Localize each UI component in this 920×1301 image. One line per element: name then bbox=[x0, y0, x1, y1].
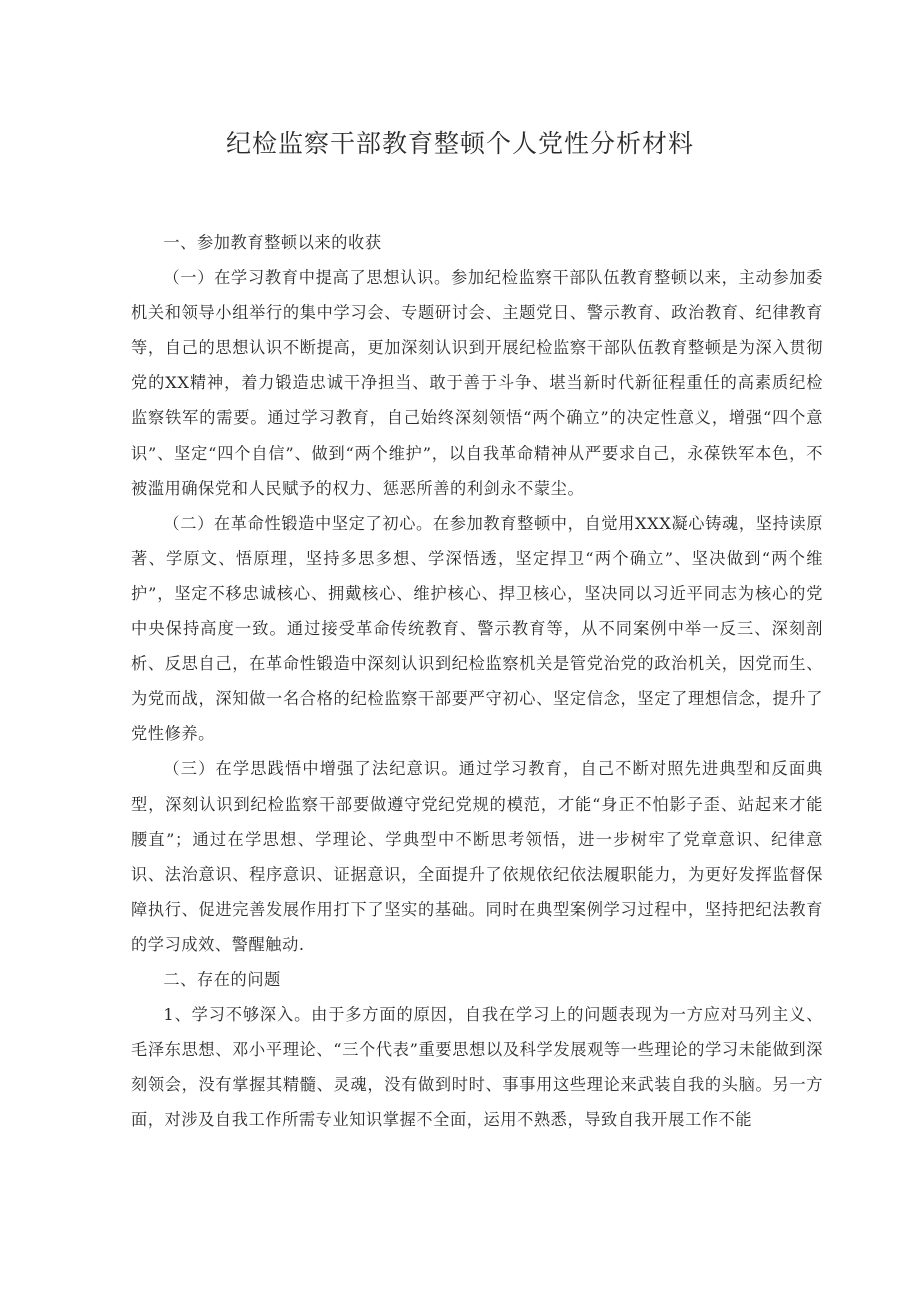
section-heading-problems: 二、存在的问题 bbox=[163, 969, 281, 989]
paragraph-gains-2: （二）在革命性锻造中坚定了初心。在参加教育整顿中，自觉用XXX凝心铸魂，坚持读原著、学原文、悟原理，坚持多思多想、学深悟透，坚定捍卫“两个确立”、坚决做到“两个维护”，坚定不移忠诚核心、拥戴核心、维护核心、捍卫核心，坚决同以习近平同志为核心的党中央保持高度一致。通过接受革命传统教育、警示教育等，从不同案例中举一反三、深刻剖析、反思自己，在革命性锻造中深刻认识到纪检监察机关是管党治党的政治机关，因党而生、为党而战，深知做一名合格的纪检监察干部要严守初心、坚定信念，坚定了理想信念，提升了党性修养。 bbox=[131, 513, 823, 744]
paragraph-gains-1: （一）在学习教育中提高了思想认识。参加纪检监察干部队伍教育整顿以来，主动参加委机关和领导小组举行的集中学习会、专题研讨会、主题党日、警示教育、政治教育、纪律教育等，自己的思想认识不断提高，更加深刻认识到开展纪检监察干部队伍教育整顿是为深入贯彻党的XX精神，着力锻造忠诚干净担当、敢于善于斗争、堪当新时代新征程重任的高素质纪检监察铁军的需要。通过学习教育，自己始终深刻领悟“两个确立”的决定性意义，增强“四个意识”、坚定“四个自信”、做到“两个维护”，以自我革命精神从严要求自己，永葆铁军本色，不被滥用确保党和人民赋予的权力、惩恶所善的利剑永不蒙尘。 bbox=[131, 268, 823, 498]
document-body bbox=[131, 225, 823, 1137]
paragraph-problems-1: 1、学习不够深入。由于多方面的原因，自我在学习上的问题表现为一方应对马列主义、毛泽东思想、邓小平理论、“三个代表”重要思想以及科学发展观等一些理论的学习未能做到深刻领会，没有掌握其精髓、灵魂，没有做到时时、事事用这些理论来武装自我的头脑。另一方面，对涉及自我工作所需专业知识掌握不全面，运用不熟悉，导致自我开展工作不能 bbox=[131, 1005, 823, 1130]
document-title: 纪检监察干部教育整顿个人党性分析材料 bbox=[225, 129, 694, 158]
section-heading-gains: 一、参加教育整顿以来的收获 bbox=[163, 233, 382, 252]
paragraph-gains-3: （三）在学思践悟中增强了法纪意识。通过学习教育，自己不断对照先进典型和反面典型，深刻认识到纪检监察干部要做遵守党纪党规的模范，才能“身正不怕影子歪、站起来才能腰直”；通过在学思想、学理论、学典型中不断思考领悟，进一步树牢了党章意识、纪律意识、法治意识、程序意识、证据意识，全面提升了依规依纪依法履职能力，为更好发挥监督保障执行、促进完善发展作用打下了坚实的基础。同时在典型案例学习过程中，坚持把纪法教育的学习成效、警醒触动. bbox=[131, 759, 823, 954]
